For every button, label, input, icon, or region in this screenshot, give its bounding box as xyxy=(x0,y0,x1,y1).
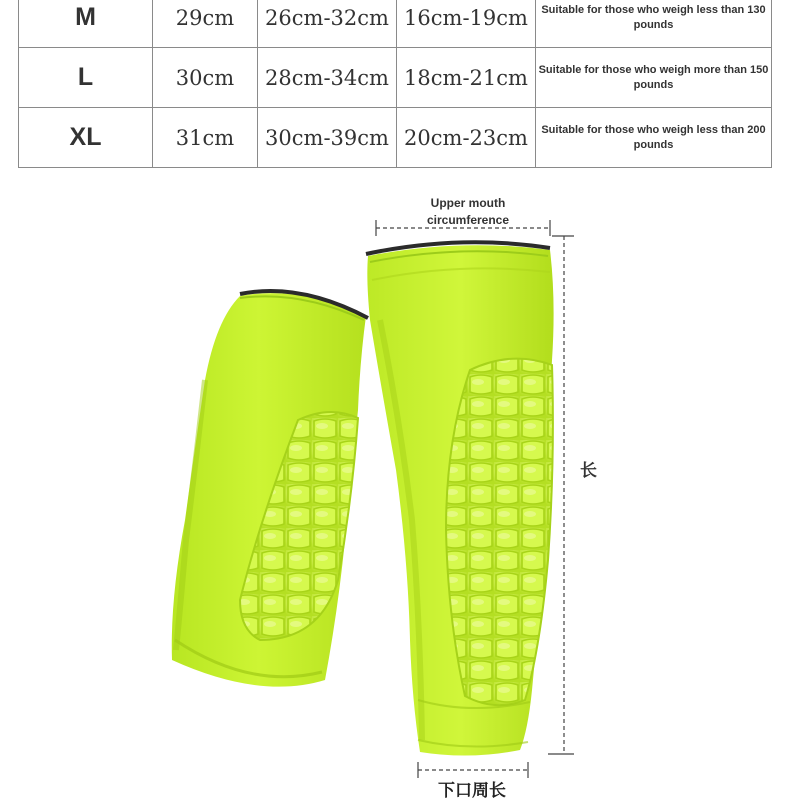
table-row xyxy=(19,108,772,168)
leg-sleeve-illustration xyxy=(0,180,790,790)
measure-cell: 26cm-32cm xyxy=(258,0,397,48)
measure-cell: 28cm-34cm xyxy=(258,48,397,108)
size-cell: M xyxy=(19,0,153,48)
measure-cell: 30cm-39cm xyxy=(258,108,397,168)
table-row xyxy=(19,48,772,108)
measure-cell: 18cm-21cm xyxy=(397,48,536,108)
right-sleeve xyxy=(366,242,554,755)
product-image xyxy=(0,180,790,800)
weight-note-cell: Suitable for those who weigh less than 130 pounds xyxy=(536,0,772,48)
length-label: 长 xyxy=(580,461,597,480)
lower-circumference-label: 下口周长 xyxy=(438,781,506,800)
table-row xyxy=(19,0,772,48)
measure-cell: 16cm-19cm xyxy=(397,0,536,48)
measure-cell: 29cm xyxy=(153,0,258,48)
weight-note-cell: Suitable for those who weigh more than 150 pounds xyxy=(536,48,772,108)
size-chart-table xyxy=(18,0,772,168)
measure-cell: 20cm-23cm xyxy=(397,108,536,168)
measure-cell: 31cm xyxy=(153,108,258,168)
left-sleeve xyxy=(172,291,368,687)
weight-note-cell: Suitable for those who weigh less than 200 pounds xyxy=(536,108,772,168)
upper-circumference-label: Upper mouth circumference xyxy=(426,196,510,227)
size-cell: L xyxy=(19,48,153,108)
measure-cell: 30cm xyxy=(153,48,258,108)
size-cell: XL xyxy=(19,108,153,168)
